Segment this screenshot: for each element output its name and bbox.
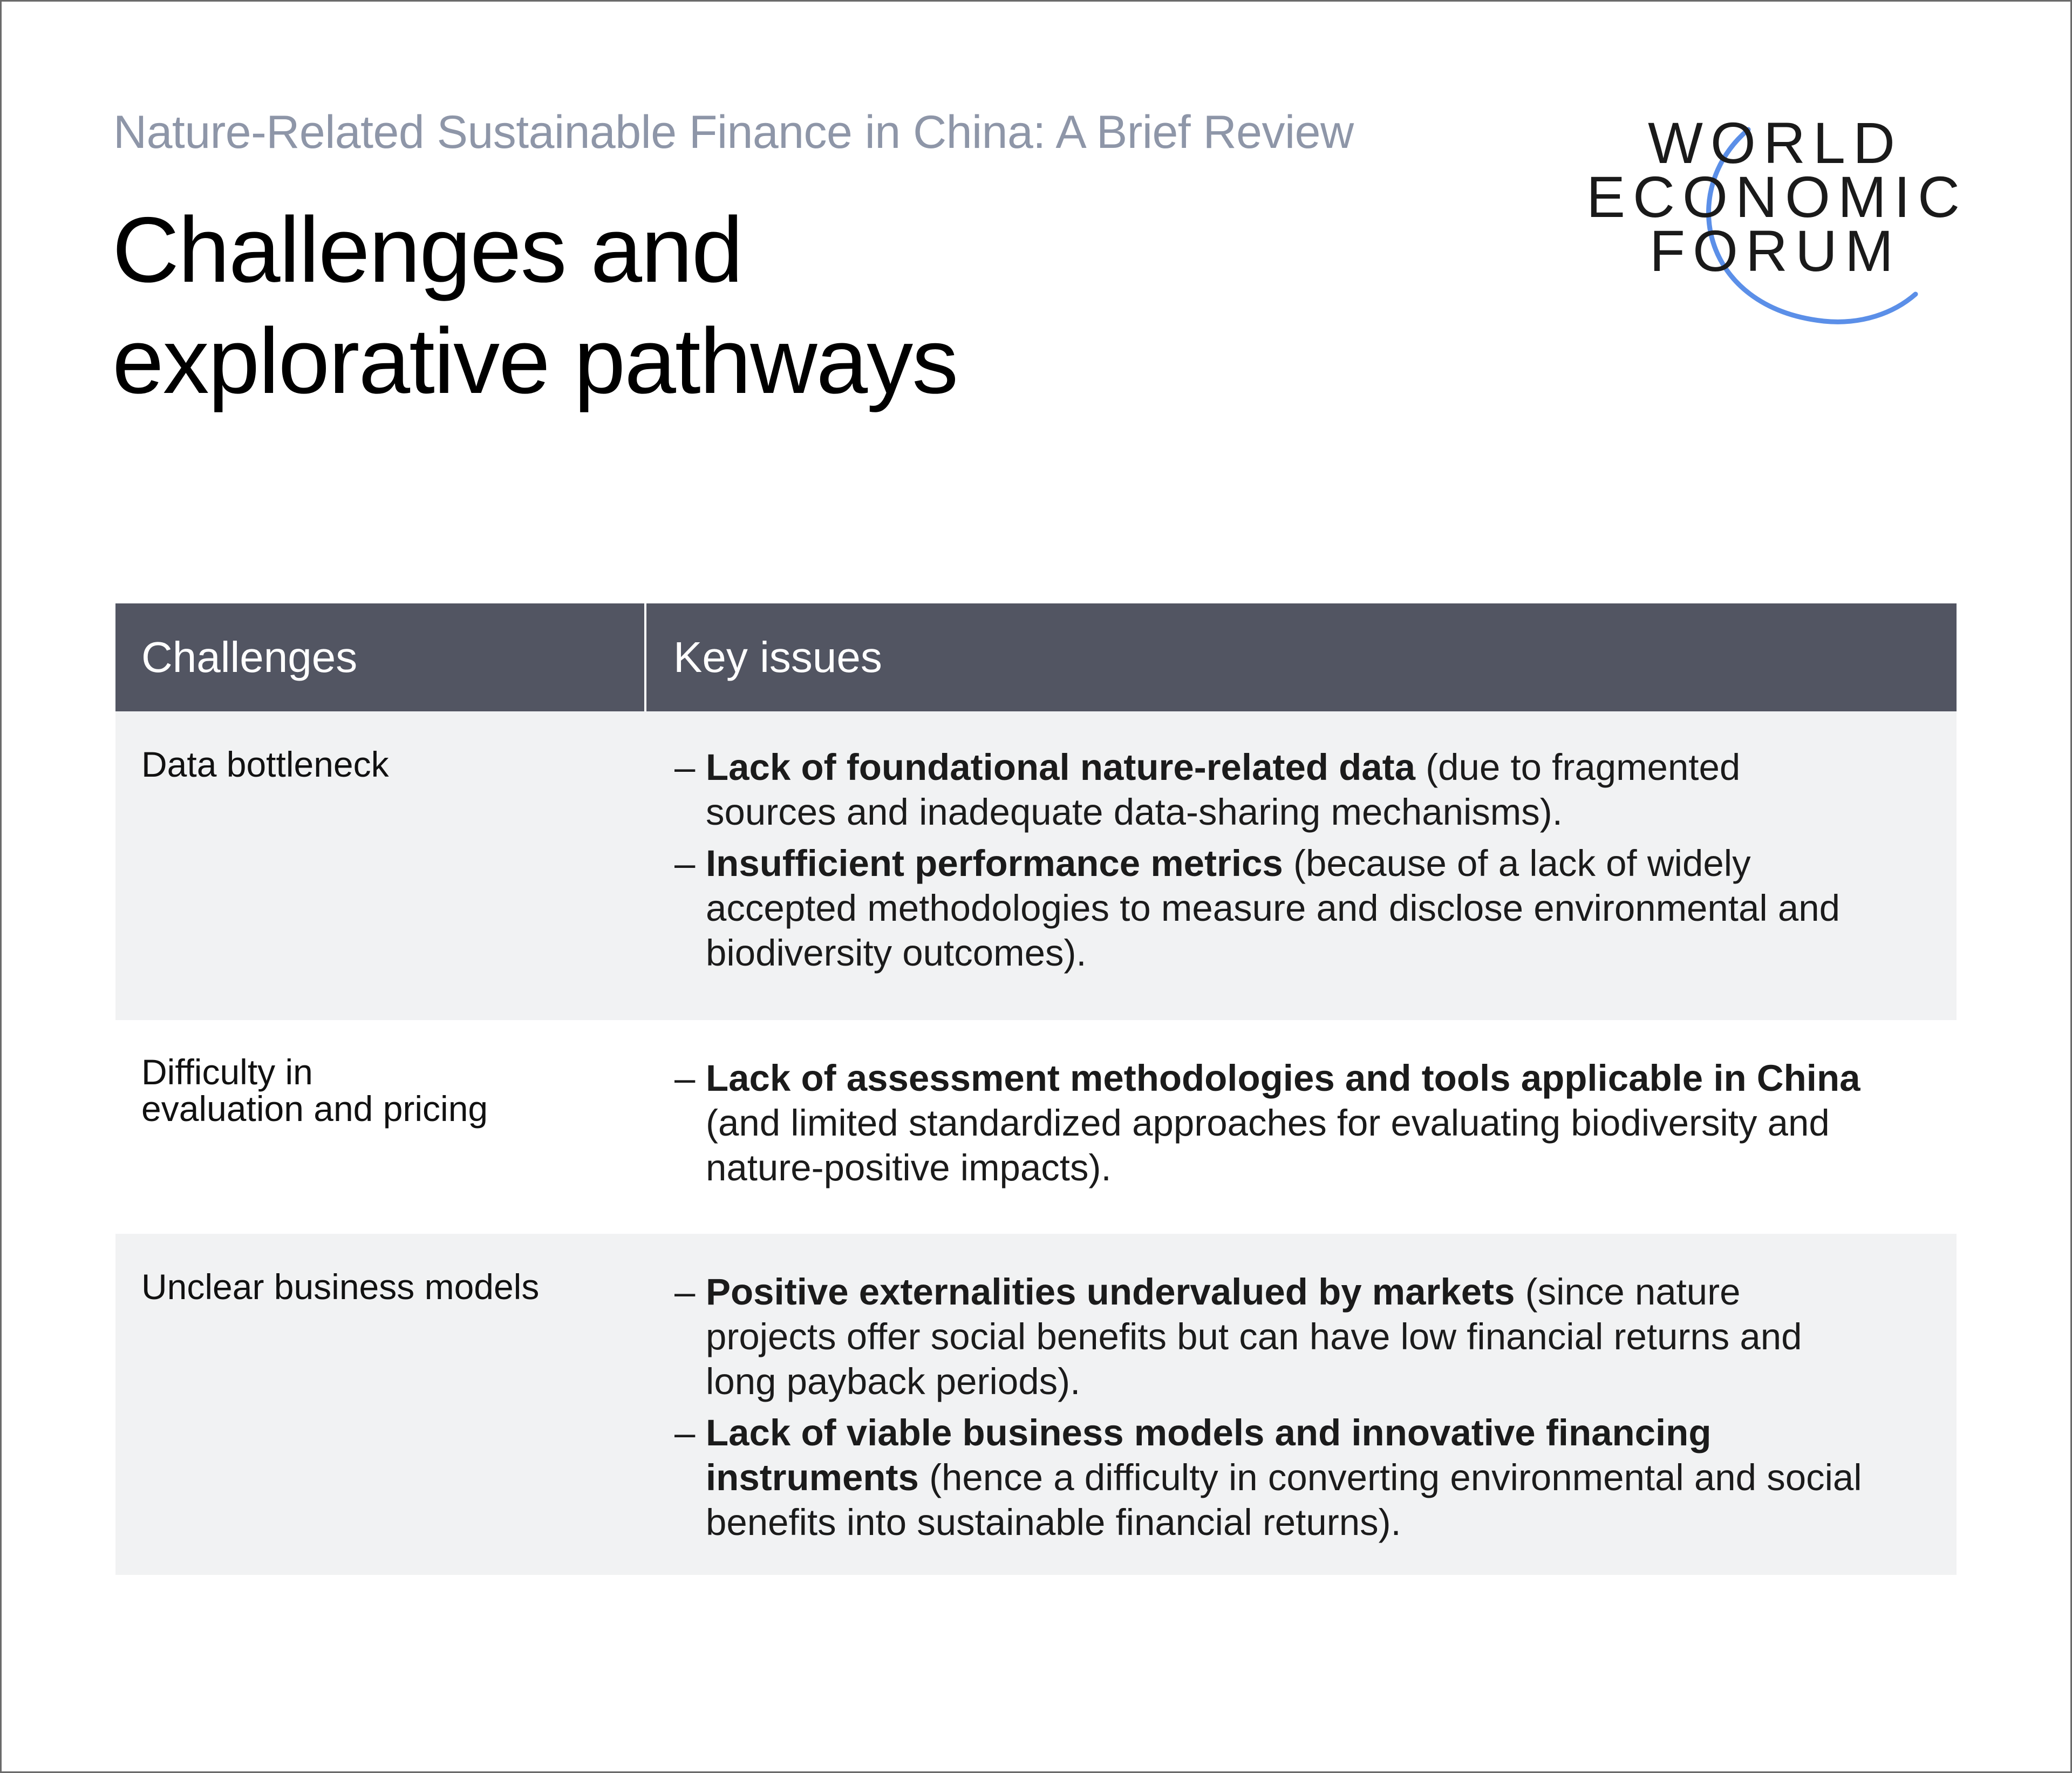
- bullet-dash: –: [674, 843, 696, 884]
- issue-text: [706, 1056, 1871, 1190]
- issues-cell: [646, 711, 1957, 1020]
- page-title: [112, 194, 957, 417]
- challenge-cell: [115, 1020, 646, 1234]
- column-header-key-issues: Key issues: [673, 633, 882, 681]
- issue-text: [706, 1410, 1871, 1545]
- challenges-table: [115, 603, 1957, 1575]
- issues-cell: [646, 1234, 1957, 1575]
- logo-text-forum: FORUM: [1650, 218, 1901, 283]
- title-line-1: Challenges and: [112, 198, 742, 302]
- table-row: [115, 711, 1957, 1020]
- challenge-label-line-2: evaluation and pricing: [141, 1089, 488, 1129]
- issue-detail-text: (and limited standardized approaches for evaluating biodiversity and nature-positive impacts).: [706, 1102, 1830, 1188]
- challenge-label: Unclear business models: [141, 1267, 540, 1307]
- challenge-cell: [115, 1234, 646, 1575]
- bullet-dash: –: [674, 746, 696, 788]
- challenge-cell: [115, 711, 646, 1020]
- challenge-label-line-1: Difficulty in: [141, 1052, 313, 1092]
- logo-text-economic: ECONOMIC: [1586, 164, 1967, 229]
- issue-text: [706, 841, 1871, 975]
- table-header: [115, 603, 1957, 711]
- table-row: [115, 1020, 1957, 1234]
- issue-item: [674, 1269, 1957, 1404]
- issue-item: [674, 1410, 1957, 1545]
- issue-bold-text: Lack of foundational nature-related data: [706, 746, 1416, 788]
- issue-item: [674, 1056, 1957, 1190]
- table-row: [115, 1234, 1957, 1575]
- issue-detail-text: (since nature projects offer social benefits but can have low financial returns and long payback periods).: [706, 1271, 1802, 1402]
- issue-bold-text: Lack of assessment methodologies and tools applicable in China: [706, 1057, 1860, 1099]
- report-subtitle: Nature-Related Sustainable Finance in China: A Brief Review: [113, 106, 1354, 158]
- issues-cell: [646, 1020, 1957, 1234]
- logo-text-world: WORLD: [1648, 110, 1903, 175]
- title-line-2: explorative pathways: [112, 309, 958, 413]
- issue-item: [674, 745, 1957, 834]
- bullet-dash: –: [674, 1412, 696, 1453]
- issue-detail-text: (because of a lack of widely accepted methodologies to measure and disclose environmental and biodiversity outcomes).: [706, 843, 1840, 974]
- column-header-challenges: Challenges: [115, 603, 646, 711]
- issue-text: [706, 1269, 1871, 1404]
- issue-bold-text: Lack of viable business models and innovative financing instruments: [706, 1412, 1712, 1498]
- issue-bold-text: Insufficient performance metrics: [706, 843, 1283, 884]
- issue-bold-text: Positive externalities undervalued by markets: [706, 1271, 1515, 1313]
- issue-item: [674, 841, 1957, 975]
- wef-logo: [1586, 108, 1967, 335]
- bullet-dash: –: [674, 1057, 696, 1099]
- issue-detail-text: (hence a difficulty in converting environmental and social benefits into sustainable financial returns).: [706, 1457, 1862, 1543]
- issue-text: [706, 745, 1871, 834]
- challenge-label: Data bottleneck: [141, 744, 389, 784]
- issue-detail-text: (due to fragmented sources and inadequate data-sharing mechanisms).: [706, 746, 1741, 833]
- bullet-dash: –: [674, 1271, 696, 1313]
